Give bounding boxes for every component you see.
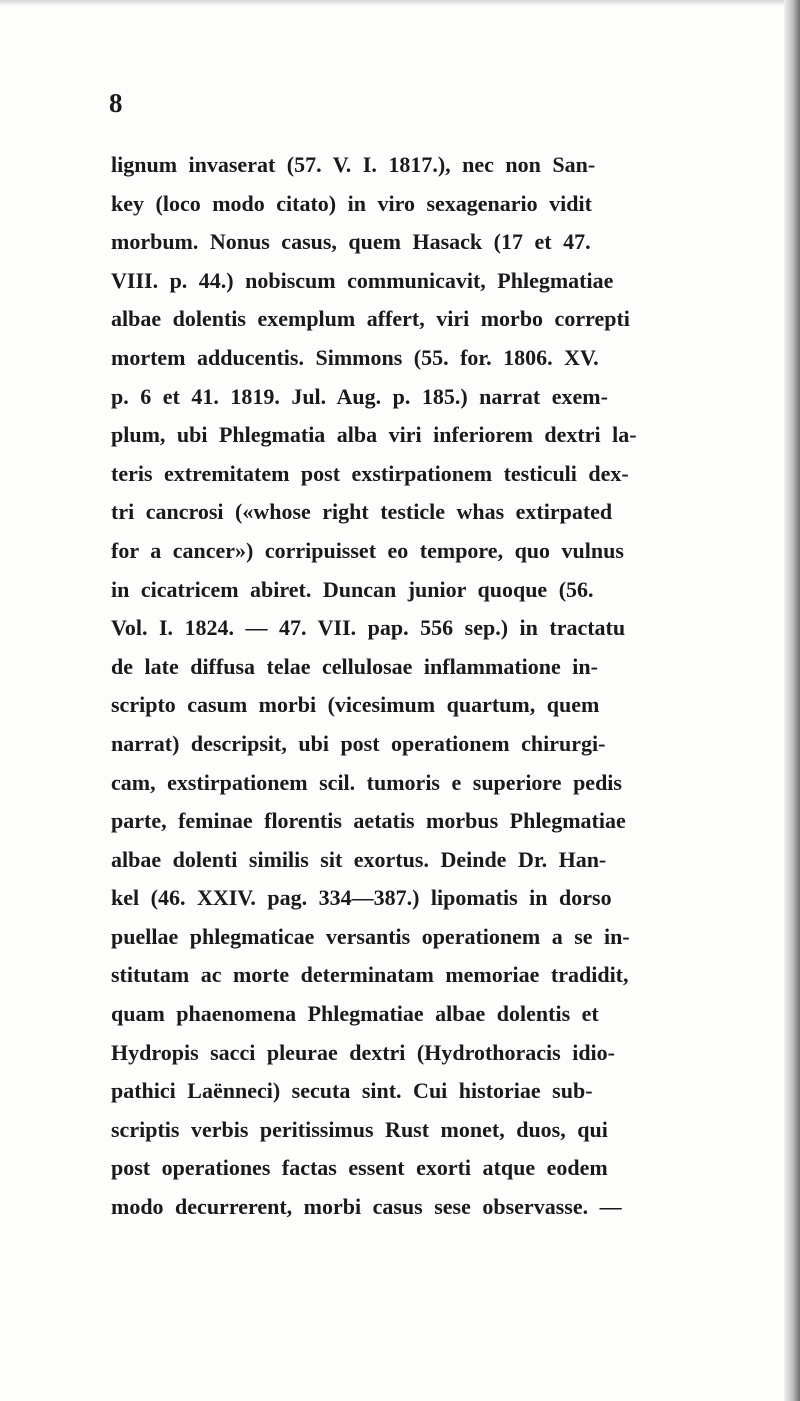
- page-number: 8: [109, 88, 123, 118]
- text-line: plum, ubi Phlegmatia alba viri inferiorem dextri la-: [111, 422, 637, 448]
- text-line: key (loco modo citato) in viro sexagenario vidit: [111, 190, 592, 216]
- text-line: stitutam ac morte determinatam memoriae tradidit,: [111, 962, 629, 988]
- text-line: mortem adducentis. Simmons (55. for. 1806. XV.: [111, 344, 599, 370]
- text-line: parte, feminae florentis aetatis morbus Phlegmatiae: [111, 808, 626, 834]
- text-line: scripto casum morbi (vicesimum quartum, quem: [111, 692, 600, 718]
- body-text: [111, 146, 794, 1227]
- text-line: kel (46. XXIV. pag. 334—387.) lipomatis in dorso: [111, 885, 612, 911]
- text-line: albae dolenti similis sit exortus. Deinde Dr. Han-: [111, 846, 607, 872]
- text-line: Vol. I. 1824. — 47. VII. pap. 556 sep.) in tractatu: [111, 615, 626, 641]
- text-line: lignum invaserat (57. V. I. 1817.), nec non San-: [111, 152, 596, 177]
- text-line: puellae phlegmaticae versantis operationem a se in-: [111, 923, 630, 949]
- text-line: de late diffusa telae cellulosae inflammatione in-: [111, 653, 598, 679]
- text-line: scriptis verbis peritissimus Rust monet, duos, qui: [111, 1116, 608, 1142]
- text-line: Hydropis sacci pleurae dextri (Hydrothoracis idio-: [111, 1039, 615, 1065]
- text-line: p. 6 et 41. 1819. Jul. Aug. p. 185.) narrat exem-: [111, 383, 608, 409]
- text-line: teris extremitatem post exstirpationem testiculi dex-: [111, 460, 629, 486]
- text-line: tri cancrosi («whose right testicle whas extirpated: [111, 499, 613, 525]
- text-line: VIII. p. 44.) nobiscum communicavit, Phlegmatiae: [111, 267, 614, 293]
- text-line: quam phaenomena Phlegmatiae albae dolentis et: [111, 1001, 599, 1027]
- text-line: pathici Laënneci) secuta sint. Cui historiae sub-: [111, 1078, 593, 1104]
- text-line: modo decurrerent, morbi casus sese observasse. —: [111, 1194, 622, 1220]
- text-line: post operationes factas essent exorti atque eodem: [111, 1155, 608, 1181]
- text-line: albae dolentis exemplum affert, viri morbo correpti: [111, 306, 630, 332]
- text-line: cam, exstirpationem scil. tumoris e superiore pedis: [111, 769, 622, 795]
- text-line: morbum. Nonus casus, quem Hasack (17 et 47.: [111, 229, 591, 255]
- text-line: for a cancer») corripuisset eo tempore, quo vulnus: [111, 537, 624, 563]
- page-top-shadow: [0, 0, 800, 6]
- text-line: in cicatricem abiret. Duncan junior quoque (56.: [111, 576, 594, 602]
- text-line: narrat) descripsit, ubi post operationem chirurgi-: [111, 730, 606, 756]
